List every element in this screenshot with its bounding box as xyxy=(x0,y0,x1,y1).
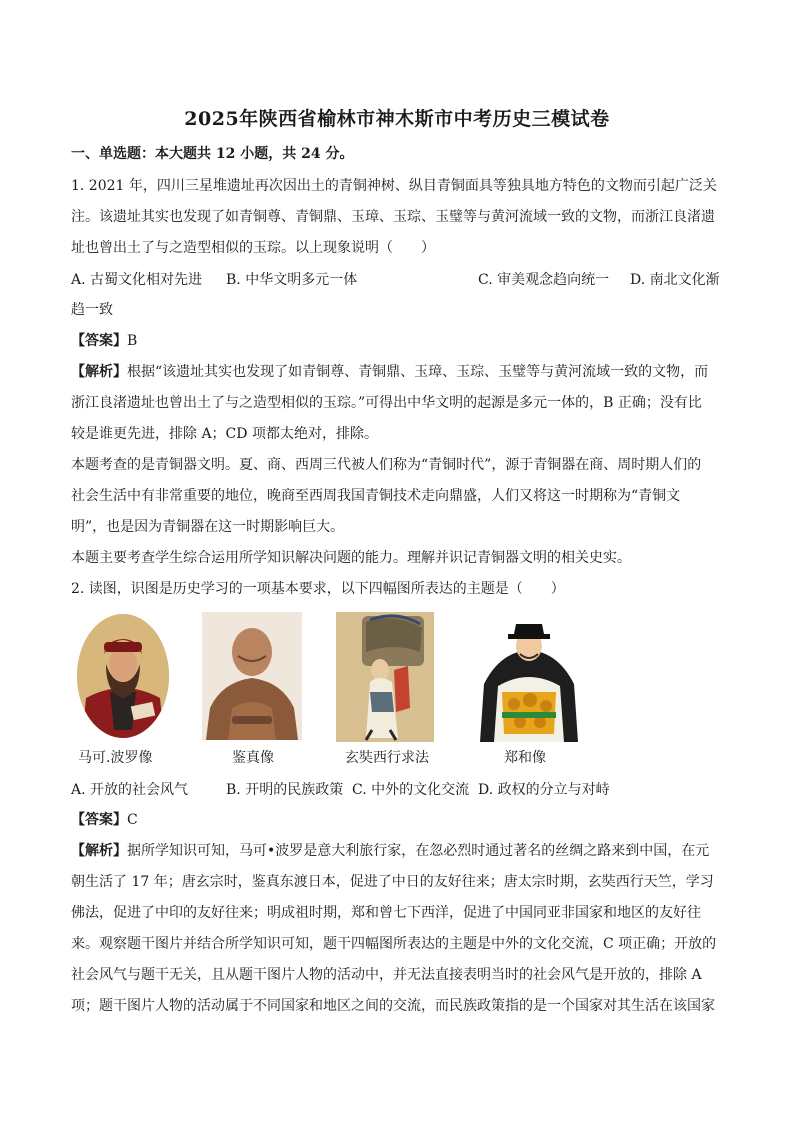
q1-option-a: A. 古蜀文化相对先进 xyxy=(71,272,203,288)
q1-analysis-line-4: 本题考查的是青铜器文明。夏、商、西周三代被人们称为“青铜时代”，源于青铜器在商、周时期人们的 xyxy=(71,457,702,473)
q1-analysis-line-5: 社会生活中有非常重要的地位，晚商至西周我国青铜技术走向鼎盛，人们又将这一时期称为“青铜文 xyxy=(71,488,681,504)
zheng-he-illustration xyxy=(470,612,588,742)
q2-analysis-line-2: 朝生活了 17 年；唐玄宗时，鉴真东渡日本，促进了中日的友好往来；唐太宗时期，玄奘西行天竺，学习 xyxy=(71,874,714,890)
marco-polo-portrait xyxy=(76,612,170,740)
caption-marco-polo: 马可.波罗像 xyxy=(78,750,153,766)
q1-analysis-line-3: 较是谁更先进，排除 A；CD 项都太绝对，排除。 xyxy=(71,426,378,442)
q2-stem: 2. 读图，识图是历史学习的一项基本要求，以下四幅图所表达的主题是（ ） xyxy=(71,581,565,597)
q2-answer xyxy=(71,810,721,830)
answer-tag: 【答案】 xyxy=(71,333,127,349)
q1-stem-line-1: 1. 2021 年，四川三星堆遗址再次因出土的青铜神树、纵目青铜面具等独具地方特色的文物而引起广泛关 xyxy=(71,178,717,194)
answer-value: B xyxy=(127,333,138,349)
q2-option-c: C. 中外的文化交流 xyxy=(352,782,470,798)
jianzhen-statue xyxy=(202,612,302,740)
analysis-tag: 【解析】 xyxy=(71,364,127,380)
analysis-tag: 【解析】 xyxy=(71,843,127,859)
q1-stem-line-3: 址也曾出土了与之造型相似的玉琮。以上现象说明（ ） xyxy=(71,240,435,256)
analysis-text: 据所学知识可知，马可•波罗是意大利旅行家，在忽必烈时通过著名的丝绸之路来到中国，在元 xyxy=(127,843,710,859)
q2-option-b: B. 开明的民族政策 xyxy=(226,782,344,798)
caption-jianzhen: 鉴真像 xyxy=(232,750,274,766)
q1-analysis-line-6: 明”，也是因为青铜器在这一时期影响巨大。 xyxy=(71,519,345,535)
xuanzang-painting xyxy=(336,612,434,742)
q2-option-d: D. 政权的分立与对峙 xyxy=(478,782,610,798)
q2-option-a: A. 开放的社会风气 xyxy=(71,782,189,798)
q1-option-d-cont: 趋一致 xyxy=(71,302,113,318)
q2-analysis-line-5: 社会风气与题干无关，且从题干图片人物的活动中，并无法直接表明当时的社会风气是开放的，排除 A xyxy=(71,967,702,983)
q1-option-d: D. 南北文化渐 xyxy=(630,272,720,288)
q1-analysis-line-2: 浙江良渚遗址也曾出土了与之造型相似的玉琮。”可得出中华文明的起源是多元一体的，B 正确；没有比 xyxy=(71,395,702,411)
q2-analysis-line-4: 来。观察题干图片并结合所学知识可知，题干四幅图所表达的主题是中外的文化交流，C 项正确；开放的 xyxy=(71,936,717,952)
section-heading: 一、单选题：本大题共 12 小题，共 24 分。 xyxy=(71,146,354,162)
q2-analysis-line-3: 佛法，促进了中印的友好往来；明成祖时期，郑和曾七下西洋，促进了中国同亚非国家和地区的友好往 xyxy=(71,905,701,921)
q1-answer xyxy=(71,331,721,351)
page-title: 2025年陕西省榆林市神木斯市中考历史三模试卷 xyxy=(184,108,610,130)
caption-zheng-he: 郑和像 xyxy=(504,750,546,766)
q1-option-c: C. 审美观念趋向统一 xyxy=(478,272,610,288)
q1-stem-line-2: 注。该遗址其实也发现了如青铜尊、青铜鼎、玉璋、玉琮、玉璧等与黄河流域一致的文物，而浙江良渚遗 xyxy=(71,209,715,225)
caption-xuanzang: 玄奘西行求法 xyxy=(345,750,429,766)
analysis-text: 根据“该遗址其实也发现了如青铜尊、青铜鼎、玉璋、玉琮、玉璧等与黄河流域一致的文物，而 xyxy=(127,364,709,380)
q1-option-b: B. 中华文明多元一体 xyxy=(226,272,358,288)
answer-value: C xyxy=(127,812,138,828)
answer-tag: 【答案】 xyxy=(71,812,127,828)
q1-analysis-line-1 xyxy=(71,362,721,382)
q2-analysis-line-6: 项；题干图片人物的活动属于不同国家和地区之间的交流，而民族政策指的是一个国家对其生活在该国家 xyxy=(71,998,715,1014)
q1-analysis-line-7: 本题主要考查学生综合运用所学知识解决问题的能力。理解并识记青铜器文明的相关史实。 xyxy=(71,550,631,566)
q2-analysis-line-1 xyxy=(71,841,721,861)
